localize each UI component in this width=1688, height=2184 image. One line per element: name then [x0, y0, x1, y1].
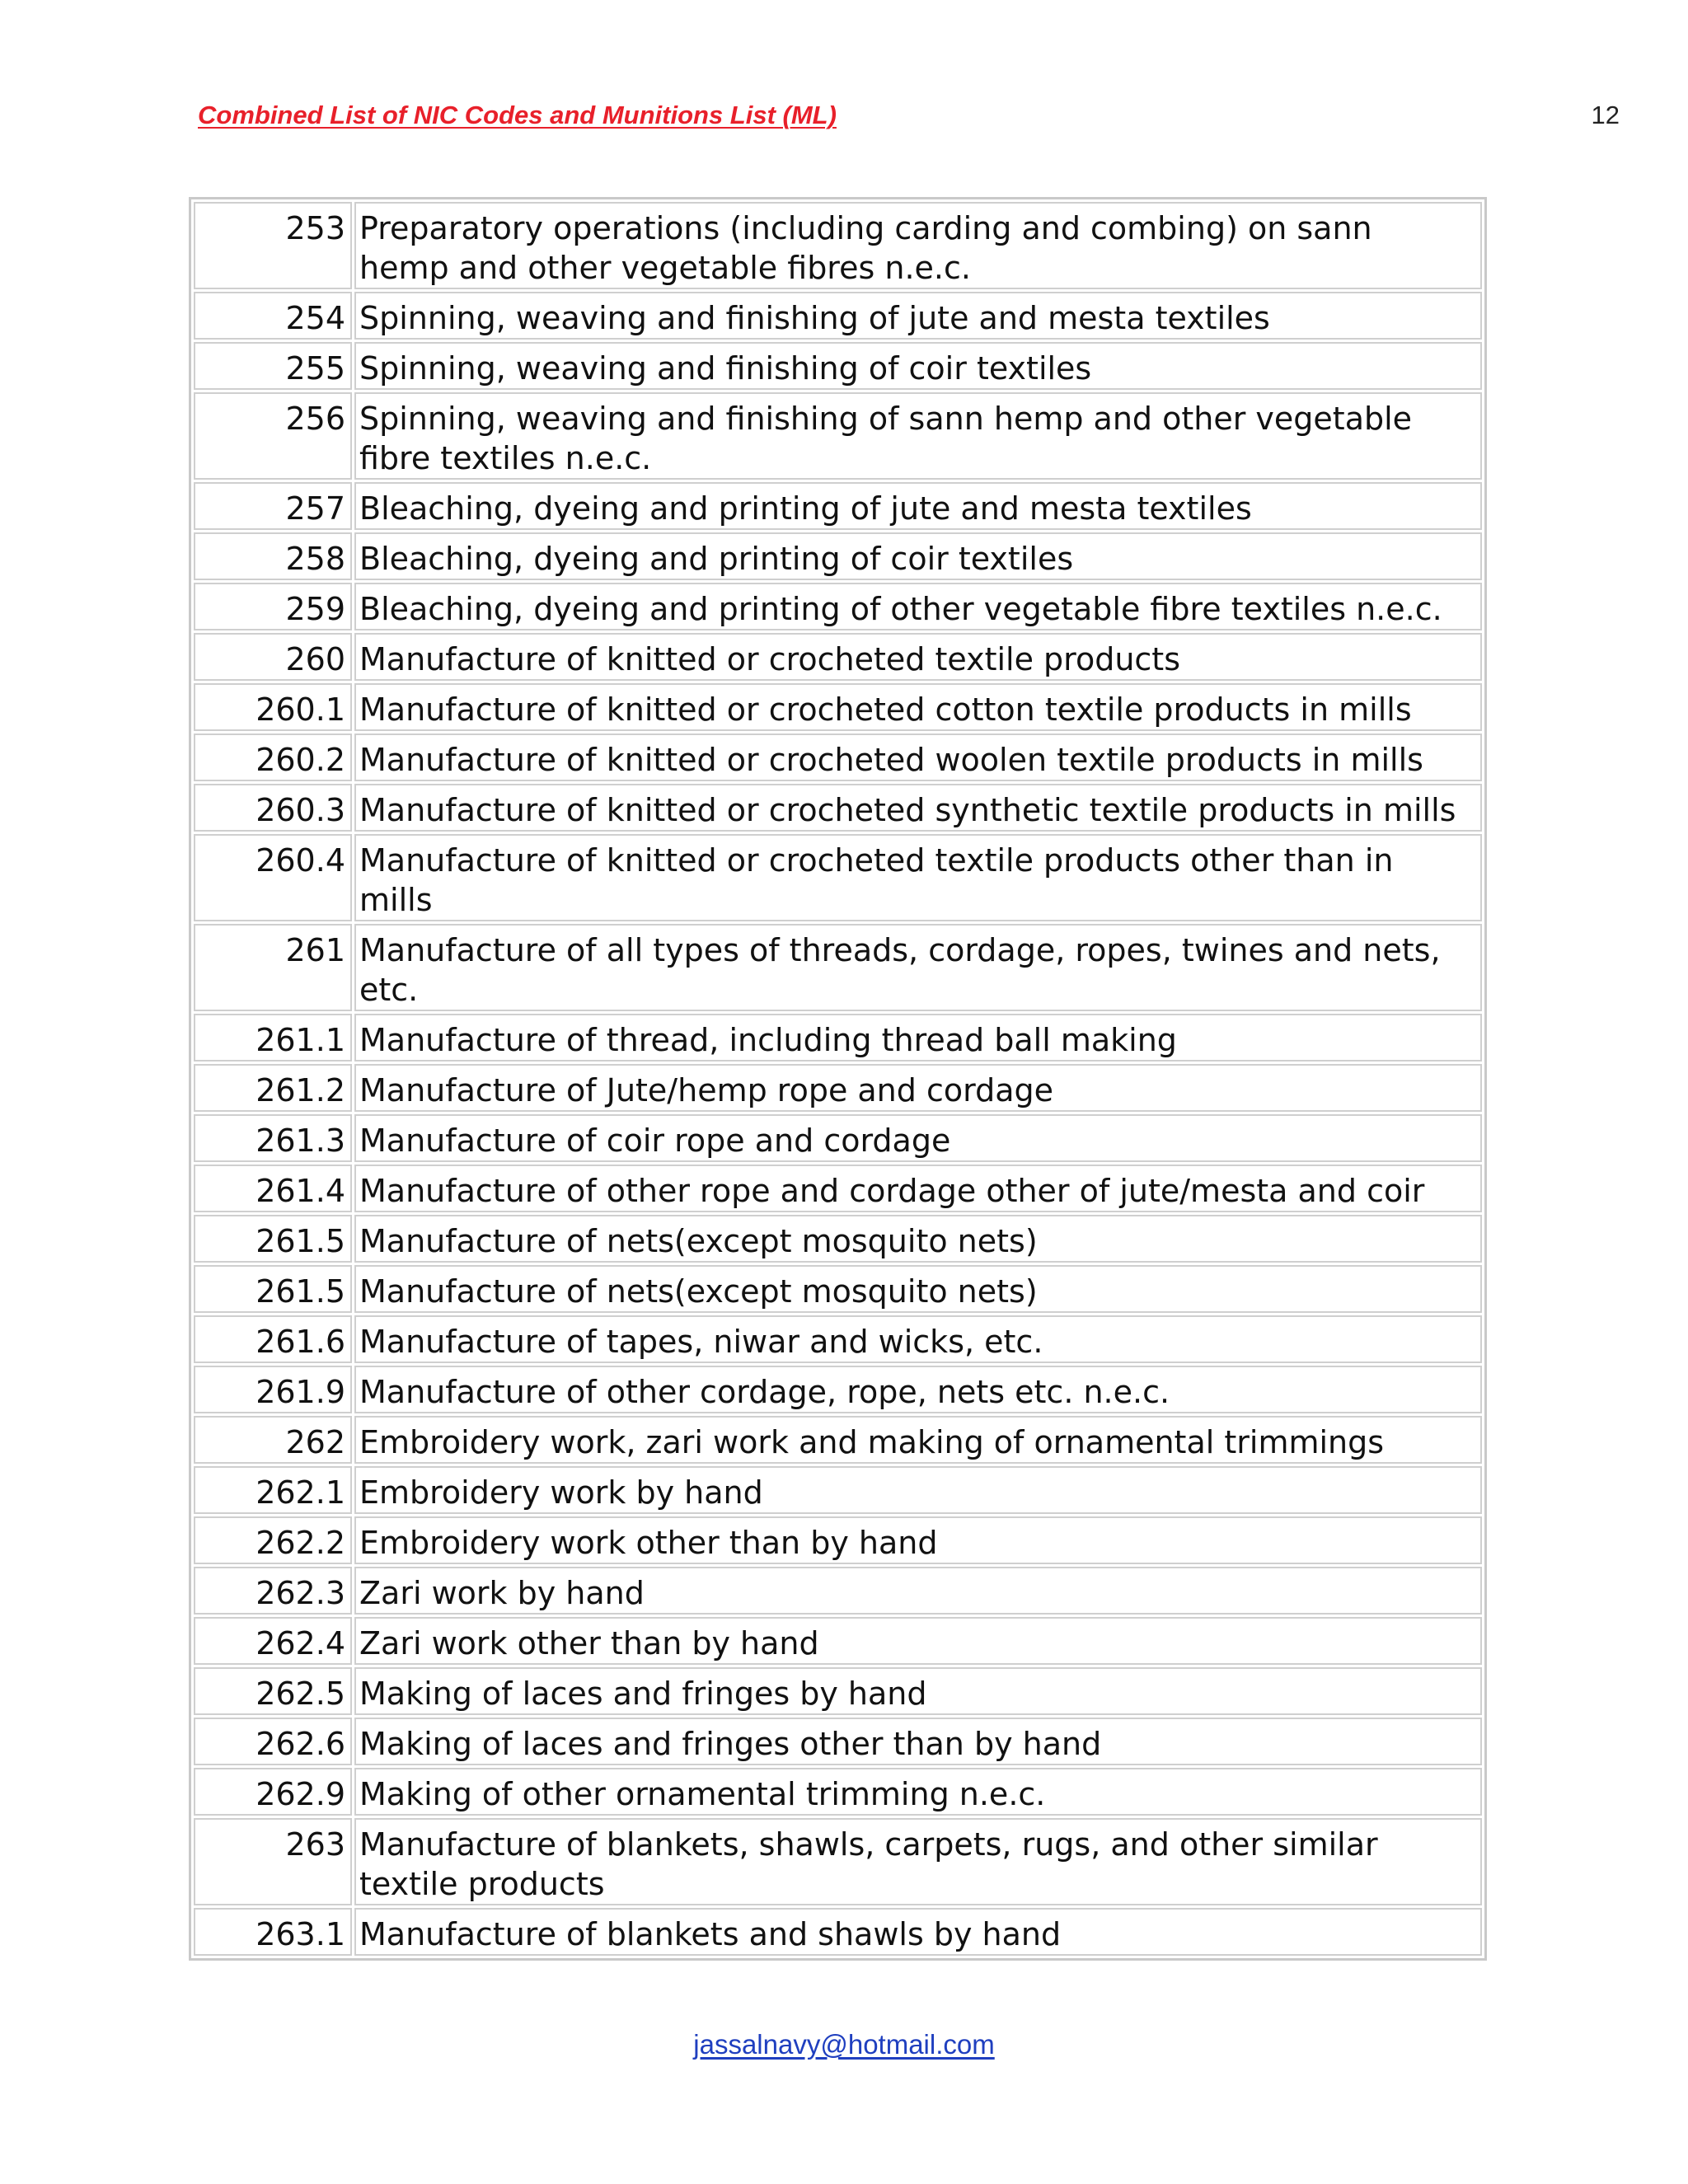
- nic-description-cell: Manufacture of tapes, niwar and wicks, etc.: [354, 1315, 1482, 1363]
- nic-code-cell: 259: [194, 583, 352, 630]
- nic-code-cell: 262.4: [194, 1617, 352, 1665]
- nic-description-cell: Manufacture of other rope and cordage other of jute/mesta and coir: [354, 1165, 1482, 1212]
- nic-code-cell: 262.6: [194, 1718, 352, 1765]
- table-row: [194, 1567, 1482, 1615]
- document-title: Combined List of NIC Codes and Munitions List (ML): [198, 101, 837, 129]
- nic-description-cell: Manufacture of knitted or crocheted woolen textile products in mills: [354, 733, 1482, 781]
- table-row: [194, 1818, 1482, 1905]
- nic-description-cell: Making of laces and fringes other than by hand: [354, 1718, 1482, 1765]
- nic-code-cell: 256: [194, 392, 352, 480]
- nic-description-cell: Spinning, weaving and finishing of coir textiles: [354, 342, 1482, 390]
- nic-description-cell: Manufacture of thread, including thread ball making: [354, 1014, 1482, 1062]
- nic-description-cell: Manufacture of knitted or crocheted synthetic textile products in mills: [354, 784, 1482, 832]
- table-row: [194, 834, 1482, 921]
- table-row: [194, 1315, 1482, 1363]
- nic-code-cell: 254: [194, 292, 352, 340]
- nic-codes-table-frame: [189, 197, 1487, 1961]
- nic-description-cell: Embroidery work by hand: [354, 1466, 1482, 1514]
- table-row: [194, 482, 1482, 530]
- nic-code-cell: 260.2: [194, 733, 352, 781]
- nic-code-cell: 262.5: [194, 1667, 352, 1715]
- nic-code-cell: 261.2: [194, 1064, 352, 1112]
- nic-description-cell: Manufacture of knitted or crocheted textile products: [354, 633, 1482, 681]
- nic-description-cell: Manufacture of knitted or crocheted textile products other than in mills: [354, 834, 1482, 921]
- table-row: [194, 292, 1482, 340]
- nic-code-cell: 262.3: [194, 1567, 352, 1615]
- table-row: [194, 1416, 1482, 1464]
- table-row: [194, 924, 1482, 1011]
- table-row: [194, 1265, 1482, 1313]
- table-row: [194, 733, 1482, 781]
- nic-description-cell: Manufacture of blankets and shawls by hand: [354, 1908, 1482, 1956]
- nic-code-cell: 261.5: [194, 1265, 352, 1313]
- nic-code-cell: 257: [194, 482, 352, 530]
- nic-description-cell: Manufacture of all types of threads, cordage, ropes, twines and nets, etc.: [354, 924, 1482, 1011]
- nic-description-cell: Bleaching, dyeing and printing of jute and mesta textiles: [354, 482, 1482, 530]
- nic-description-cell: Manufacture of knitted or crocheted cotton textile products in mills: [354, 683, 1482, 731]
- nic-description-cell: Manufacture of nets(except mosquito nets): [354, 1265, 1482, 1313]
- nic-code-cell: 263.1: [194, 1908, 352, 1956]
- table-row: [194, 633, 1482, 681]
- nic-codes-table: [191, 199, 1484, 1958]
- table-row: [194, 1667, 1482, 1715]
- table-row: [194, 202, 1482, 289]
- table-row: [194, 342, 1482, 390]
- nic-description-cell: Spinning, weaving and finishing of sann hemp and other vegetable fibre textiles n.e.c.: [354, 392, 1482, 480]
- table-row: [194, 1215, 1482, 1263]
- nic-description-cell: Bleaching, dyeing and printing of coir textiles: [354, 532, 1482, 580]
- page-number: 12: [1591, 101, 1620, 129]
- nic-code-cell: 261: [194, 924, 352, 1011]
- nic-description-cell: Making of laces and fringes by hand: [354, 1667, 1482, 1715]
- table-row: [194, 532, 1482, 580]
- nic-code-cell: 260.3: [194, 784, 352, 832]
- nic-description-cell: Zari work other than by hand: [354, 1617, 1482, 1665]
- nic-code-cell: 261.5: [194, 1215, 352, 1263]
- nic-code-cell: 255: [194, 342, 352, 390]
- nic-code-cell: 262.2: [194, 1516, 352, 1564]
- table-row: [194, 1366, 1482, 1413]
- table-row: [194, 1617, 1482, 1665]
- table-row: [194, 1908, 1482, 1956]
- nic-description-cell: Manufacture of nets(except mosquito nets): [354, 1215, 1482, 1263]
- nic-description-cell: Manufacture of blankets, shawls, carpets, rugs, and other similar textile products: [354, 1818, 1482, 1905]
- nic-code-cell: 261.9: [194, 1366, 352, 1413]
- footer-email-link[interactable]: jassalnavy@hotmail.com: [693, 2029, 995, 2060]
- table-row: [194, 1014, 1482, 1062]
- nic-code-cell: 262: [194, 1416, 352, 1464]
- table-row: [194, 1064, 1482, 1112]
- nic-description-cell: Making of other ornamental trimming n.e.c.: [354, 1768, 1482, 1816]
- nic-description-cell: Spinning, weaving and finishing of jute and mesta textiles: [354, 292, 1482, 340]
- nic-description-cell: Embroidery work other than by hand: [354, 1516, 1482, 1564]
- table-row: [194, 1718, 1482, 1765]
- table-row: [194, 784, 1482, 832]
- nic-description-cell: Manufacture of other cordage, rope, nets etc. n.e.c.: [354, 1366, 1482, 1413]
- nic-description-cell: Embroidery work, zari work and making of ornamental trimmings: [354, 1416, 1482, 1464]
- nic-code-cell: 261.4: [194, 1165, 352, 1212]
- nic-description-cell: Manufacture of Jute/hemp rope and cordage: [354, 1064, 1482, 1112]
- nic-description-cell: Bleaching, dyeing and printing of other vegetable fibre textiles n.e.c.: [354, 583, 1482, 630]
- table-row: [194, 1466, 1482, 1514]
- nic-description-cell: Manufacture of coir rope and cordage: [354, 1114, 1482, 1162]
- nic-code-cell: 261.1: [194, 1014, 352, 1062]
- nic-code-cell: 260: [194, 633, 352, 681]
- nic-code-cell: 260.1: [194, 683, 352, 731]
- nic-code-cell: 260.4: [194, 834, 352, 921]
- table-row: [194, 392, 1482, 480]
- nic-code-cell: 263: [194, 1818, 352, 1905]
- nic-description-cell: Zari work by hand: [354, 1567, 1482, 1615]
- table-row: [194, 1768, 1482, 1816]
- table-row: [194, 1114, 1482, 1162]
- page-header: [198, 97, 1620, 138]
- nic-code-cell: 253: [194, 202, 352, 289]
- table-row: [194, 683, 1482, 731]
- table-row: [194, 583, 1482, 630]
- nic-codes-table-body: [194, 202, 1482, 1956]
- nic-code-cell: 261.6: [194, 1315, 352, 1363]
- nic-code-cell: 262.1: [194, 1466, 352, 1514]
- nic-code-cell: 262.9: [194, 1768, 352, 1816]
- nic-description-cell: Preparatory operations (including carding and combing) on sann hemp and other vegetable fibres n.e.c.: [354, 202, 1482, 289]
- nic-code-cell: 261.3: [194, 1114, 352, 1162]
- table-row: [194, 1165, 1482, 1212]
- nic-code-cell: 258: [194, 532, 352, 580]
- table-row: [194, 1516, 1482, 1564]
